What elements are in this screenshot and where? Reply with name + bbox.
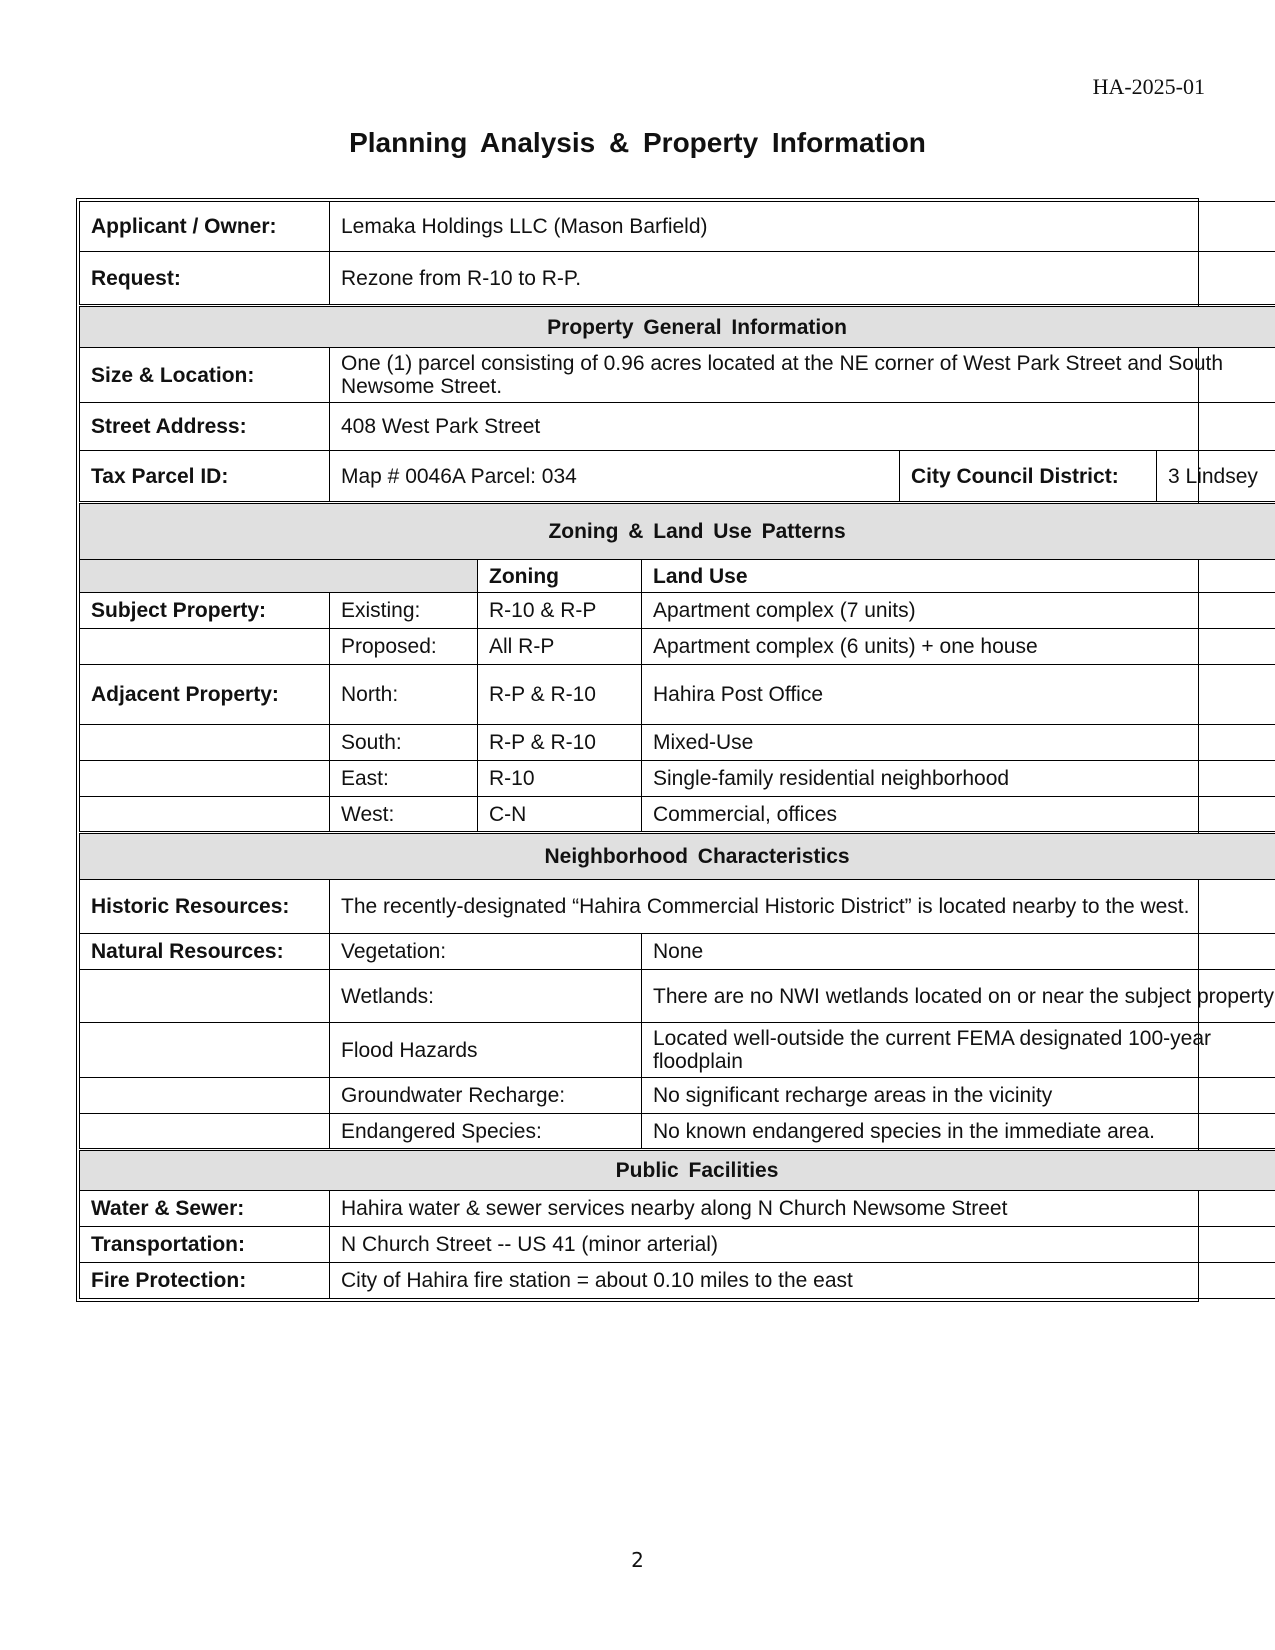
applicant-label: Applicant / Owner:	[80, 202, 330, 252]
section-header-row	[80, 833, 1275, 880]
zoning-cell: R-10	[478, 761, 642, 797]
section-zoning-land-use: Zoning & Land Use Patterns	[80, 503, 1275, 560]
land-use-cell: Hahira Post Office	[642, 665, 1275, 725]
direction-cell: South:	[330, 725, 478, 761]
resource-item: Vegetation:	[330, 934, 642, 970]
water-row	[80, 1191, 1275, 1227]
empty-label-cell	[80, 1078, 330, 1114]
section-header-row	[80, 306, 1275, 348]
transportation-value: N Church Street -- US 41 (minor arterial)	[330, 1227, 1275, 1263]
fire-row	[80, 1263, 1275, 1299]
table-row	[80, 797, 1275, 833]
request-row	[80, 252, 1275, 306]
table-row	[80, 970, 1275, 1023]
direction-cell: Existing:	[330, 593, 478, 629]
applicant-value: Lemaka Holdings LLC (Mason Barfield)	[330, 202, 1275, 252]
table-row	[80, 761, 1275, 797]
land-use-cell: Mixed-Use	[642, 725, 1275, 761]
direction-cell: Proposed:	[330, 629, 478, 665]
resource-item: Wetlands:	[330, 970, 642, 1023]
section-neighborhood: Neighborhood Characteristics	[80, 833, 1275, 880]
historic-label: Historic Resources:	[80, 880, 330, 934]
resource-value: No significant recharge areas in the vicinity	[642, 1078, 1275, 1114]
page-title: Planning Analysis & Property Information	[349, 127, 926, 158]
address-row	[80, 403, 1275, 451]
applicant-row	[80, 202, 1275, 252]
historic-row	[80, 880, 1275, 934]
empty-label-cell	[80, 761, 330, 797]
empty-label-cell	[80, 629, 330, 665]
resource-item: Flood Hazards	[330, 1023, 642, 1078]
subject-property-label: Subject Property:	[80, 593, 330, 629]
section-property-general: Property General Information	[80, 306, 1275, 348]
size-value: One (1) parcel consisting of 0.96 acres located at the NE corner of West Park Street and South Newsome Street.	[330, 348, 1275, 403]
page-number: 2	[631, 1548, 644, 1572]
direction-cell: West:	[330, 797, 478, 833]
size-label: Size & Location:	[80, 348, 330, 403]
table-row	[80, 1114, 1275, 1150]
zoning-cell: All R-P	[478, 629, 642, 665]
property-info-table	[76, 198, 1274, 1302]
adjacent-property-label: Adjacent Property:	[80, 665, 330, 725]
empty-label-cell	[80, 725, 330, 761]
empty-label-cell	[80, 797, 330, 833]
fire-protection-value: City of Hahira fire station = about 0.10 miles to the east	[330, 1263, 1275, 1299]
table-row	[80, 593, 1275, 629]
table-row	[80, 725, 1275, 761]
historic-value: The recently-designated “Hahira Commercial Historic District” is located nearby to the west.	[330, 880, 1275, 934]
document-id: HA-2025-01	[1092, 74, 1205, 99]
header-blank	[80, 560, 478, 593]
water-sewer-label: Water & Sewer:	[80, 1191, 330, 1227]
land-use-cell: Commercial, offices	[642, 797, 1275, 833]
request-label: Request:	[80, 252, 330, 306]
zoning-header-row	[80, 560, 1275, 593]
zoning-cell: C-N	[478, 797, 642, 833]
zoning-cell: R-10 & R-P	[478, 593, 642, 629]
table-row	[80, 934, 1275, 970]
size-row	[80, 348, 1275, 403]
resource-value: None	[642, 934, 1275, 970]
transportation-label: Transportation:	[80, 1227, 330, 1263]
section-header-row	[80, 503, 1275, 560]
table-row	[80, 629, 1275, 665]
table-row	[80, 665, 1275, 725]
address-label: Street Address:	[80, 403, 330, 451]
request-value: Rezone from R-10 to R-P.	[330, 252, 1275, 306]
resource-item: Endangered Species:	[330, 1114, 642, 1150]
address-value: 408 West Park Street	[330, 403, 1275, 451]
zoning-cell: R-P & R-10	[478, 725, 642, 761]
tax-row	[80, 451, 1275, 503]
resource-value: No known endangered species in the immediate area.	[642, 1114, 1275, 1150]
land-use-cell: Apartment complex (7 units)	[642, 593, 1275, 629]
empty-label-cell	[80, 1114, 330, 1150]
resource-value: Located well-outside the current FEMA designated 100-year floodplain	[642, 1023, 1275, 1078]
land-use-cell: Apartment complex (6 units) + one house	[642, 629, 1275, 665]
district-label: City Council District:	[900, 451, 1157, 503]
empty-label-cell	[80, 1023, 330, 1078]
tax-label: Tax Parcel ID:	[80, 451, 330, 503]
section-header-row	[80, 1150, 1275, 1191]
empty-label-cell	[80, 970, 330, 1023]
table-row	[80, 1078, 1275, 1114]
tax-value: Map # 0046A Parcel: 034	[330, 451, 900, 503]
resource-item: Groundwater Recharge:	[330, 1078, 642, 1114]
water-sewer-value: Hahira water & sewer services nearby along N Church Newsome Street	[330, 1191, 1275, 1227]
direction-cell: East:	[330, 761, 478, 797]
land-use-header: Land Use	[642, 560, 1275, 593]
section-public-facilities: Public Facilities	[80, 1150, 1275, 1191]
table-row	[80, 1023, 1275, 1078]
fire-protection-label: Fire Protection:	[80, 1263, 330, 1299]
natural-resources-label: Natural Resources:	[80, 934, 330, 970]
land-use-cell: Single-family residential neighborhood	[642, 761, 1275, 797]
transportation-row	[80, 1227, 1275, 1263]
resource-value: There are no NWI wetlands located on or near the subject property	[642, 970, 1275, 1023]
district-value: 3 Lindsey	[1157, 451, 1275, 503]
zoning-cell: R-P & R-10	[478, 665, 642, 725]
zoning-header: Zoning	[478, 560, 642, 593]
direction-cell: North:	[330, 665, 478, 725]
